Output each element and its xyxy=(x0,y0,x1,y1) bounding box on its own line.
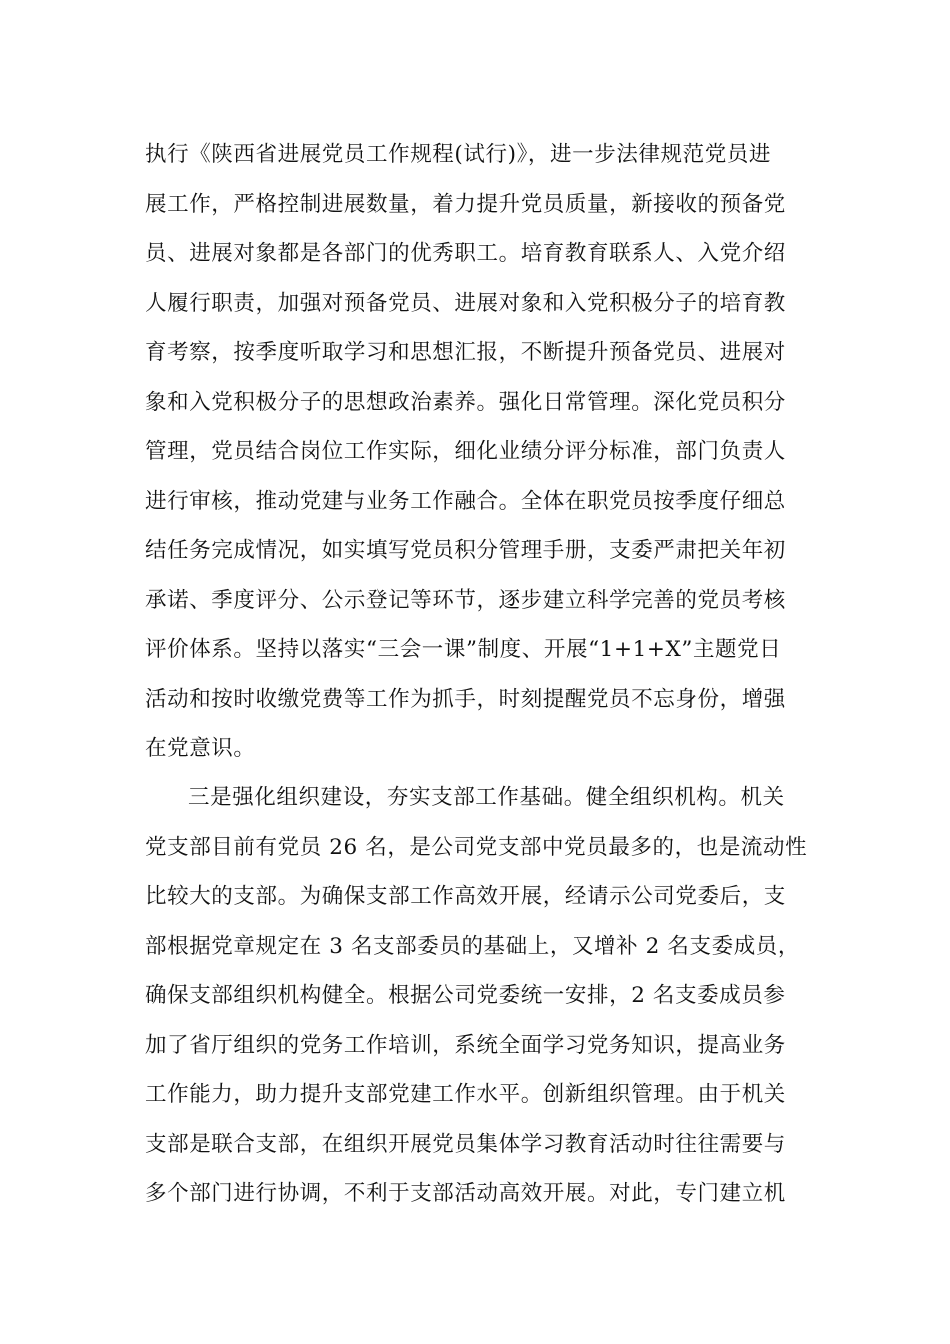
text-line: 党支部目前有党员 26 名，是公司党支部中党员最多的，也是流动性 xyxy=(145,834,808,860)
text-line: 结任务完成情况，如实填写党员积分管理手册，支委严肃把关年初 xyxy=(145,538,786,563)
text-line: 管理，党员结合岗位工作实际，细化业绩分评分标准，部门负责人 xyxy=(145,439,786,464)
text-line: 育考察，按季度听取学习和思想汇报，不断提升预备党员、进展对 xyxy=(145,340,786,365)
text-line: 人履行职责，加强对预备党员、进展对象和入党积极分子的培育教 xyxy=(145,290,786,316)
text-line: 三是强化组织建设，夯实支部工作基础。健全组织机构。机关 xyxy=(188,785,785,810)
text-line: 支部是联合支部，在组织开展党员集体学习教育活动时往往需要与 xyxy=(145,1131,786,1157)
text-line: 部根据党章规定在 3 名支部委员的基础上，又增补 2 名支委成员， xyxy=(145,933,800,959)
text-line: 活动和按时收缴党费等工作为抓手，时刻提醒党员不忘身份，增强 xyxy=(145,686,786,712)
text-line: 加了省厅组织的党务工作培训，系统全面学习党务知识，提高业务 xyxy=(145,1032,786,1058)
text-line: 象和入党积极分子的思想政治素养。强化日常管理。深化党员积分 xyxy=(145,389,786,415)
paragraph-organization-building xyxy=(145,773,810,1219)
text-line: 员、进展对象都是各部门的优秀职工。培育教育联系人、入党介绍 xyxy=(145,241,786,266)
text-line: 工作能力，助力提升支部党建工作水平。创新组织管理。由于机关 xyxy=(145,1082,786,1107)
paragraph-continued xyxy=(145,130,810,774)
text-line: 展工作，严格控制进展数量，着力提升党员质量，新接收的预备党 xyxy=(145,191,786,217)
text-line: 承诺、季度评分、公示登记等环节，逐步建立科学完善的党员考核 xyxy=(145,587,786,613)
text-line: 在党意识。 xyxy=(145,736,256,761)
text-line: 多个部门进行协调，不利于支部活动高效开展。对此，专门建立机 xyxy=(145,1181,786,1206)
text-line: 执行《陕西省进展党员工作规程(试行)》，进一步法律规范党员进 xyxy=(145,142,772,167)
text-line: 评价体系。坚持以落实“三会一课”制度、开展“1+1+X”主题党日 xyxy=(145,637,782,662)
text-line: 比较大的支部。为确保支部工作高效开展，经请示公司党委后，支 xyxy=(145,884,786,909)
text-line: 确保支部组织机构健全。根据公司党委统一安排，2 名支委成员参 xyxy=(145,983,786,1008)
text-line: 进行审核，推动党建与业务工作融合。全体在职党员按季度仔细总 xyxy=(145,488,786,514)
